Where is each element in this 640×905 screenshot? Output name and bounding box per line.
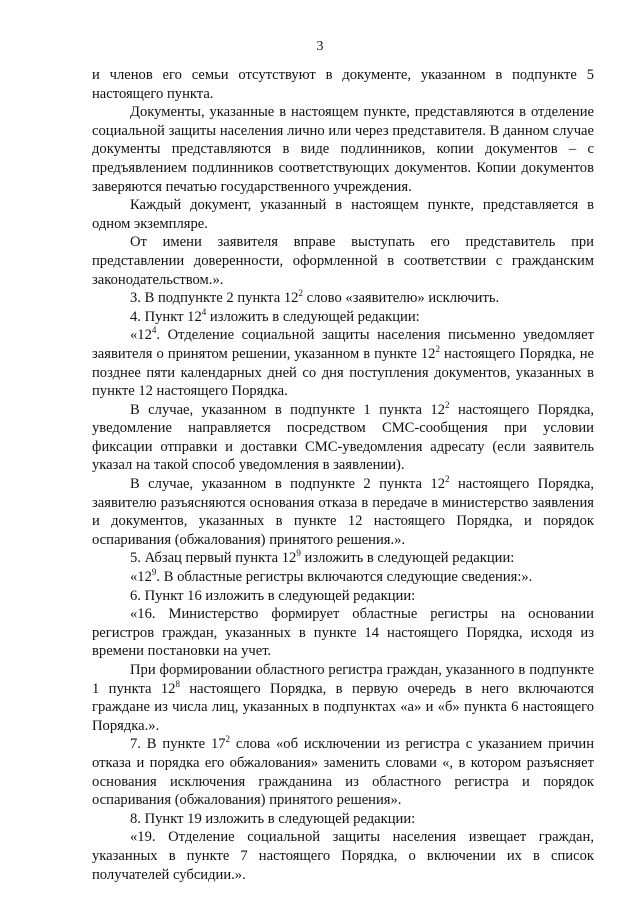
superscript: 2 (298, 288, 303, 299)
superscript: 2 (445, 474, 450, 485)
superscript: 9 (296, 548, 301, 559)
paragraph (92, 549, 594, 568)
text-run: В случае, указанном в подпункте 2 пункта 12 (130, 476, 446, 493)
paragraph (92, 289, 594, 308)
paragraph (92, 568, 594, 587)
paragraph (92, 401, 594, 475)
paragraph (92, 66, 594, 103)
text-run: «12 (130, 327, 152, 344)
paragraph (92, 326, 594, 400)
text-run: «12 (130, 569, 152, 586)
paragraph (92, 828, 594, 884)
text-run: 5. Абзац первый пункта 12 (130, 550, 297, 567)
text-run: «16. Министерство формирует областные регистры на основании регистров граждан, указанных в пункте 14 настоящего Порядка, исходя из времени постановки на учет. (92, 606, 594, 660)
paragraph (92, 475, 594, 549)
superscript: 2 (435, 343, 440, 354)
paragraph (92, 308, 594, 327)
text-run: От имени заявителя вправе выступать его представитель при представлении доверенности, оформленной в соответствии с гражданским законодательством.». (92, 234, 594, 288)
paragraph (92, 605, 594, 661)
superscript: 8 (175, 678, 180, 689)
text-run: 4. Пункт 12 (130, 308, 202, 325)
superscript: 4 (201, 306, 207, 317)
paragraph (92, 103, 594, 196)
text-run: В случае, указанном в подпункте 1 пункта 12 (130, 401, 446, 418)
text-run: изложить в следующей редакции: (206, 308, 420, 325)
text-run: . В областные регистры включаются следующие сведения:». (156, 569, 533, 586)
text-run: 8. Пункт 19 изложить в следующей редакции: (130, 810, 416, 827)
text-run: 3. В подпункте 2 пункта 12 (130, 290, 299, 307)
paragraph (92, 196, 594, 233)
text-run: Каждый документ, указанный в настоящем пункте, представляется в одном экземпляре. (92, 197, 594, 232)
superscript: 2 (445, 399, 450, 410)
paragraph (92, 661, 594, 735)
text-run: настоящего Порядка, не позднее пяти календарных дней со дня поступления документов, указанных в пункте 12 настоящего Порядка. (92, 345, 594, 400)
text-run: настоящего Порядка, уведомление направляется посредством СМС-сообщения при условии фиксации отправки и доставки СМС-уведомления адресату (если заявитель указал на такой способ уведомления в заявлении). (92, 401, 594, 474)
superscript: 9 (151, 567, 157, 578)
text-run: 6. Пункт 16 изложить в следующей редакции: (130, 587, 416, 604)
document-body (92, 66, 594, 884)
text-run: слово «заявителю» исключить. (302, 290, 500, 307)
text-run: настоящего Порядка, в первую очередь в него включаются граждане из числа лиц, указанных в подпунктах «а» и «б» пункта 6 настоящего Порядка.». (92, 680, 594, 734)
text-run: . Отделение социальной защиты населения письменно уведомляет заявителя о принятом решении, указанном в пункте 12 (92, 327, 594, 362)
text-run: слова «об исключении из регистра с указанием причин отказа и порядка его обжалования» заменить словами «, в котором разъясняет основания исключения гражданина из областного регистра и порядок оспаривания (обжалования) принятого решения». (92, 736, 595, 809)
text-run: При формировании областного регистра граждан, указанного в подпункте 1 пункта 12 (92, 662, 594, 697)
paragraph (92, 810, 594, 829)
text-run: изложить в следующей редакции: (300, 550, 515, 567)
text-run: и членов его семьи отсутствуют в документе, указанном в подпункте 5 настоящего пункта. (92, 67, 594, 102)
text-run: Документы, указанные в настоящем пункте, представляются в отделение социальной защиты населения лично или через представителя. В данном случае документы представляются в виде подлинников, копии документов – с предъявлением подлинников соответствующих документов. Копии документов заверяются печатью государственного учреждения. (92, 104, 594, 195)
superscript: 2 (225, 734, 231, 745)
page-number: 3 (316, 39, 324, 54)
paragraph (92, 587, 594, 606)
superscript: 4 (151, 325, 157, 336)
text-run: «19. Отделение социальной защиты населения извещает граждан, указанных в пункте 7 настоящего Порядка, о включении их в список получателей субсидии.». (92, 829, 594, 883)
paragraph (92, 735, 594, 809)
paragraph (92, 233, 594, 289)
text-run: 7. В пункте 17 (130, 736, 226, 753)
text-run: настоящего Порядка, заявителю разъясняются основания отказа в передаче в министерство заявления и документов, указанных в пункте 12 настоящего Порядка, и порядок оспаривания (обжалования) принятого решения.». (92, 476, 594, 548)
